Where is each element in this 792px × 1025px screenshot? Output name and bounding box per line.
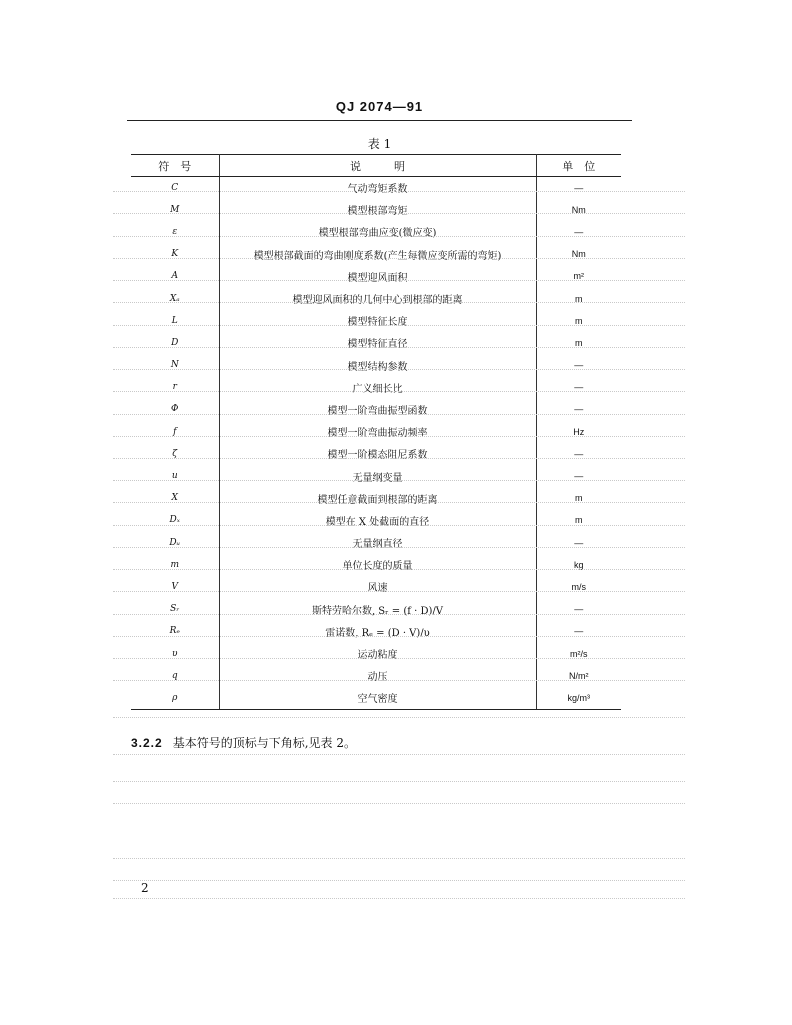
symbol-cell: q <box>131 665 219 687</box>
symbol-cell: L <box>131 310 219 332</box>
description-cell: 模型迎风面积 <box>219 265 536 287</box>
scan-guide-line <box>113 658 685 659</box>
symbol-cell: r <box>131 376 219 398</box>
unit-cell: — <box>574 471 584 482</box>
symbol-cell: υ <box>131 642 219 664</box>
table-row <box>131 376 621 398</box>
symbol-cell: ρ <box>131 687 219 709</box>
description-cell: 无量纲变量 <box>219 465 536 487</box>
clause-number: 3.2.2 <box>131 736 163 750</box>
scan-guide-line <box>113 436 685 437</box>
scan-guide-line <box>113 391 685 392</box>
description-cell: 风速 <box>219 576 536 598</box>
symbol-cell: N <box>131 354 219 376</box>
scan-guide-line <box>113 781 685 782</box>
table-row <box>131 687 621 709</box>
symbol-cell: Φ <box>131 398 219 420</box>
symbol-cell: M <box>131 199 219 221</box>
scan-guide-line <box>113 347 685 348</box>
table-row <box>131 487 621 509</box>
scan-guide-line <box>113 898 685 899</box>
description-cell: 单位长度的质量 <box>219 554 536 576</box>
unit-cell: Nm <box>571 249 586 260</box>
clause-paragraph <box>131 734 356 751</box>
scan-guide-line <box>113 636 685 637</box>
scan-guide-line <box>113 480 685 481</box>
scan-guide-line <box>113 614 685 615</box>
unit-cell: m <box>575 515 583 526</box>
symbol-cell: m <box>131 554 219 576</box>
description-cell: 气动弯矩系数 <box>219 177 536 199</box>
table-body <box>131 177 621 710</box>
table-row <box>131 177 621 199</box>
scan-guide-line <box>113 569 685 570</box>
page-number: 2 <box>141 881 149 895</box>
description-cell: 模型一阶弯曲振型函数 <box>219 398 536 420</box>
table-row <box>131 642 621 664</box>
table-row <box>131 221 621 243</box>
scan-guide-line <box>113 803 685 804</box>
unit-cell: — <box>574 626 584 637</box>
table-header-row <box>131 155 621 177</box>
header-rule <box>127 120 632 121</box>
symbol-cell: u <box>131 465 219 487</box>
scan-guide-line <box>113 591 685 592</box>
description-cell: 运动粘度 <box>219 642 536 664</box>
scan-guide-line <box>113 547 685 548</box>
unit-cell: m² <box>573 271 584 282</box>
scan-guide-line <box>113 414 685 415</box>
table-row <box>131 443 621 465</box>
unit-cell: — <box>574 537 584 548</box>
table-row <box>131 532 621 554</box>
standard-code-header: QJ 2074—91 <box>335 99 424 114</box>
description-cell: 模型根部弯矩 <box>219 199 536 221</box>
table-row <box>131 332 621 354</box>
scan-guide-line <box>113 717 685 718</box>
description-cell: 模型根部截面的弯曲刚度系数(产生每微应变所需的弯矩) <box>219 243 536 265</box>
unit-cell: m <box>575 337 583 348</box>
symbol-cell: Rₑ <box>131 620 219 642</box>
description-cell: 模型特征直径 <box>219 332 536 354</box>
table-row <box>131 509 621 531</box>
table-row <box>131 287 621 309</box>
description-cell: 雷诺数, Rₑ = (D · V)/υ <box>219 620 536 642</box>
description-cell: 模型一阶模态阻尼系数 <box>219 443 536 465</box>
scan-guide-line <box>113 236 685 237</box>
description-cell: 模型在 X 处截面的直径 <box>219 509 536 531</box>
table-row <box>131 310 621 332</box>
symbol-cell: ε <box>131 221 219 243</box>
scan-guide-line <box>113 880 685 881</box>
symbol-cell: Xₐ <box>131 287 219 309</box>
table-row <box>131 598 621 620</box>
table-row <box>131 199 621 221</box>
scan-guide-line <box>113 258 685 259</box>
symbol-cell: K <box>131 243 219 265</box>
unit-cell: — <box>574 382 584 393</box>
table-row <box>131 554 621 576</box>
column-header-unit: 单 位 <box>536 155 621 177</box>
description-cell: 广义细长比 <box>219 376 536 398</box>
scan-guide-line <box>113 213 685 214</box>
description-cell: 模型任意截面到根部的距离 <box>219 487 536 509</box>
description-cell: 动压 <box>219 665 536 687</box>
scan-guide-line <box>113 191 685 192</box>
unit-cell: Nm <box>571 204 586 215</box>
table-row <box>131 398 621 420</box>
unit-cell: m²/s <box>570 648 588 659</box>
description-cell: 模型结构参数 <box>219 354 536 376</box>
description-cell: 模型根部弯曲应变(微应变) <box>219 221 536 243</box>
column-header-symbol: 符 号 <box>131 155 219 177</box>
unit-cell: m <box>575 293 583 304</box>
scan-guide-line <box>113 525 685 526</box>
description-cell: 斯特劳哈尔数, Sᵣ = (f · D)/V <box>219 598 536 620</box>
unit-cell: — <box>574 226 584 237</box>
symbol-cell: f <box>131 421 219 443</box>
unit-cell: kg <box>573 559 584 570</box>
scan-guide-line <box>113 325 685 326</box>
symbol-table <box>131 154 621 710</box>
scan-guide-line <box>113 458 685 459</box>
scan-guide-line <box>113 369 685 370</box>
unit-cell: m <box>575 315 583 326</box>
symbol-cell: Sᵣ <box>131 598 219 620</box>
description-cell: 模型迎风面积的几何中心到根部的距离 <box>219 287 536 309</box>
symbol-cell: V <box>131 576 219 598</box>
unit-cell: — <box>574 360 584 371</box>
scan-guide-line <box>113 680 685 681</box>
unit-cell: — <box>574 448 584 459</box>
symbol-cell: ζ <box>131 443 219 465</box>
unit-cell: Hz <box>573 426 585 437</box>
table-row <box>131 620 621 642</box>
symbol-cell: C <box>131 177 219 199</box>
unit-cell: — <box>574 404 584 415</box>
unit-cell: N/m² <box>569 670 589 681</box>
unit-cell: m <box>575 493 583 504</box>
description-cell: 空气密度 <box>219 687 536 709</box>
table-row <box>131 421 621 443</box>
table-row <box>131 465 621 487</box>
unit-cell: m/s <box>571 581 586 592</box>
symbol-cell: X <box>131 487 219 509</box>
description-cell: 模型特征长度 <box>219 310 536 332</box>
unit-cell: — <box>574 604 584 615</box>
description-cell: 模型一阶弯曲振动频率 <box>219 421 536 443</box>
table-row <box>131 243 621 265</box>
table-row <box>131 354 621 376</box>
symbol-cell: D <box>131 332 219 354</box>
table-row <box>131 265 621 287</box>
symbol-cell: A <box>131 265 219 287</box>
scan-guide-line <box>113 754 685 755</box>
clause-text: 基本符号的顶标与下角标,见表 2。 <box>172 736 356 750</box>
description-cell: 无量纲直径 <box>219 532 536 554</box>
table-row <box>131 576 621 598</box>
unit-cell: kg/m³ <box>536 687 621 709</box>
scan-guide-line <box>113 302 685 303</box>
unit-cell: — <box>574 182 584 193</box>
column-header-description: 说 明 <box>219 155 536 177</box>
table-caption: 表 1 <box>367 137 392 151</box>
symbol-cell: Dₓ <box>131 509 219 531</box>
symbol-cell: Dᵤ <box>131 532 219 554</box>
scan-guide-line <box>113 502 685 503</box>
scan-guide-line <box>113 280 685 281</box>
scan-guide-line <box>113 858 685 859</box>
table-row <box>131 665 621 687</box>
